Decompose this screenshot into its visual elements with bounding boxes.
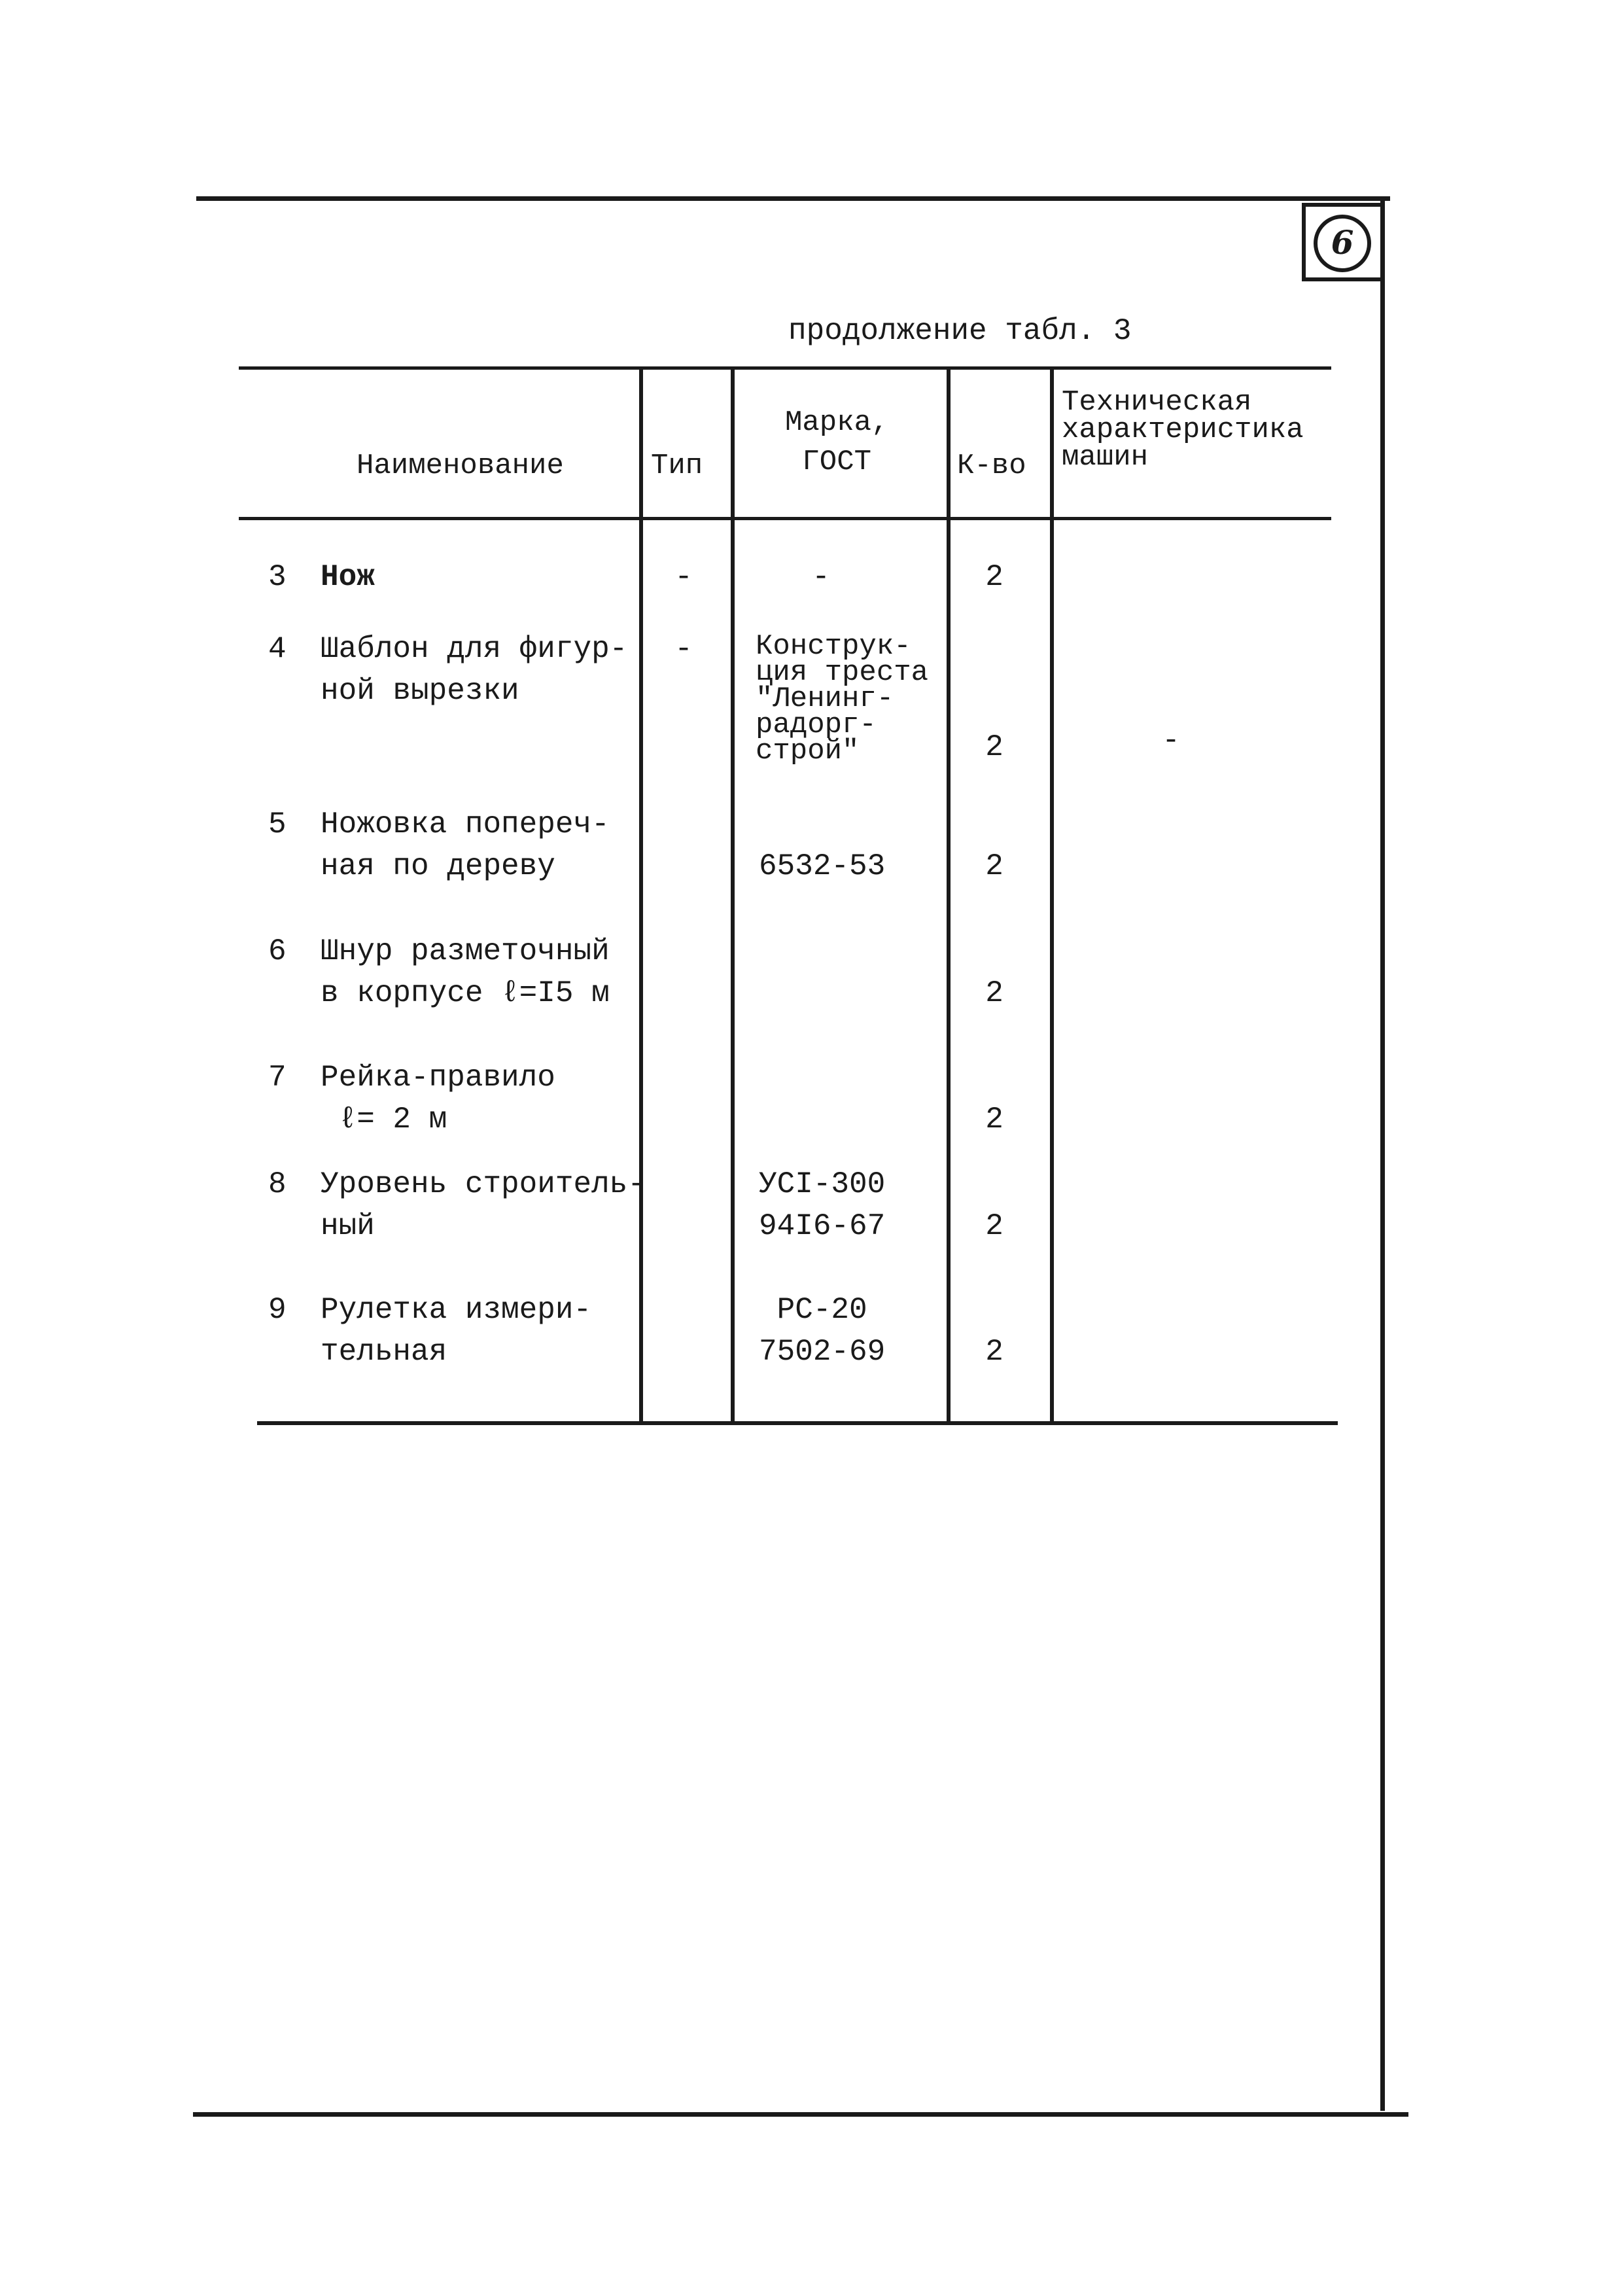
row-mark: - [812, 560, 830, 594]
row-name [321, 1057, 555, 1140]
page-number-box [1302, 203, 1380, 281]
row-mark-line: радорг- [756, 709, 877, 741]
row-name-line: Рейка-правило [321, 1061, 555, 1095]
row-name-line: ℓ= 2 м [321, 1103, 447, 1137]
row-name-line: Уровень строитель- [321, 1167, 646, 1201]
header-tech-line: характеристика [1062, 414, 1304, 446]
header-name: Наименование [357, 450, 564, 482]
row-mark-line: Конструк- [756, 630, 911, 663]
equipment-table [239, 366, 1331, 1426]
row-name [321, 1289, 591, 1373]
frame-top-line [196, 196, 1390, 201]
page-number: 6 [1314, 215, 1371, 272]
row-name-line: Ножовка попереч- [321, 807, 610, 841]
row-name [321, 628, 627, 712]
row-type: - [674, 560, 693, 594]
column-divider [947, 366, 951, 1424]
row-qty: 2 [985, 976, 1003, 1010]
row-name-line: Рулетка измери- [321, 1293, 592, 1327]
row-mark [759, 1163, 885, 1247]
row-mark [756, 630, 929, 768]
row-name-line: тельная [321, 1335, 447, 1369]
row-mark-line: ция треста [756, 656, 929, 689]
row-number: 6 [268, 934, 287, 968]
column-divider [639, 366, 643, 1424]
column-divider [731, 366, 735, 1424]
table-bottom-rule [257, 1421, 1338, 1425]
row-name-line: ный [321, 1209, 375, 1243]
row-mark-line: 94I6-67 [759, 1209, 886, 1243]
row-name-line: Шаблон для фигур- [321, 632, 628, 666]
row-number: 4 [268, 632, 287, 666]
header-mark-line: ГОСТ [802, 446, 872, 478]
row-qty: 2 [985, 1335, 1003, 1369]
column-divider [1050, 366, 1054, 1424]
header-mark [785, 403, 888, 482]
row-mark-line: строй" [756, 735, 860, 768]
row-name-line: ной вырезки [321, 674, 519, 708]
row-qty: 2 [985, 1103, 1003, 1137]
row-name-line: Шнур разметочный [321, 934, 610, 968]
row-number: 7 [268, 1061, 287, 1095]
frame-right-line [1380, 200, 1385, 2111]
header-qty: К-во [957, 450, 1026, 482]
row-mark-line: РС-20 [759, 1293, 867, 1327]
row-qty: 2 [985, 849, 1003, 883]
row-type: - [674, 632, 693, 666]
row-number: 9 [268, 1293, 287, 1327]
row-number: 5 [268, 807, 287, 841]
table-caption: продолжение табл. 3 [788, 314, 1132, 348]
row-mark: 6532-53 [759, 849, 886, 883]
row-qty: 2 [985, 560, 1003, 594]
row-mark-line: УСI-300 [759, 1167, 886, 1201]
row-mark-line: "Ленинг- [756, 682, 894, 715]
table-header-rule [239, 517, 1331, 520]
row-name-line: в корпусе ℓ=I5 м [321, 976, 610, 1010]
row-number: 3 [268, 560, 287, 594]
header-type: Тип [651, 450, 703, 482]
frame-bottom-line [193, 2112, 1408, 2117]
row-name-line: ная по дереву [321, 849, 555, 883]
header-tech-line: машин [1062, 441, 1149, 474]
row-name [321, 1163, 646, 1247]
table-top-rule [239, 366, 1331, 370]
row-name: Нож [321, 560, 375, 594]
header-tech [1062, 386, 1304, 474]
row-qty: 2 [985, 730, 1003, 764]
row-name [321, 930, 610, 1014]
row-number: 8 [268, 1167, 287, 1201]
row-mark-line: 7502-69 [759, 1335, 886, 1369]
row-mark [759, 1289, 885, 1373]
row-tech: - [1162, 724, 1180, 758]
row-name [321, 804, 610, 887]
header-mark-line: Марка, [785, 406, 889, 439]
row-qty: 2 [985, 1209, 1003, 1243]
header-tech-line: Техническая [1062, 386, 1252, 419]
